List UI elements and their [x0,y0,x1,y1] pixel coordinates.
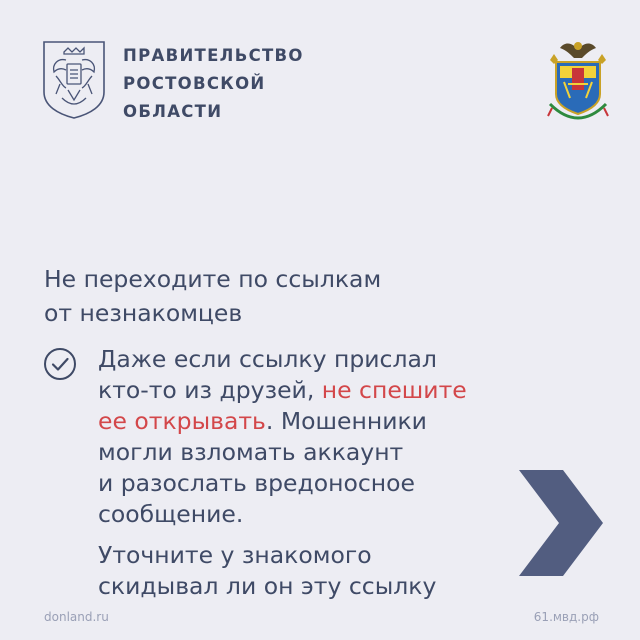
government-name [123,42,304,126]
headline-line-2: от незнакомцев [44,299,243,327]
p1-line-1: Даже если ссылку прислал [98,345,437,373]
chevron-right-icon[interactable] [519,470,603,576]
paragraph-1 [98,344,467,530]
p1-line-2-text: кто-то из друзей, [98,376,322,404]
header [42,40,304,126]
body-text [98,344,467,602]
p1-line-5: и разослать вредоносное [98,469,415,497]
p1-line-4: могли взломать аккаунт [98,438,404,466]
gov-name-line-3: ОБЛАСТИ [123,102,223,121]
gov-name-line-1: ПРАВИТЕЛЬСТВО [123,46,304,65]
p2-line-2: скидывал ли он эту ссылку [98,572,437,600]
gov-name-line-2: РОСТОВСКОЙ [123,74,266,93]
p2-line-1: Уточните у знакомого [98,541,372,569]
accent-text-2: ее открывать [98,407,266,435]
checkmark-circle-icon [43,347,77,381]
headline [44,262,381,330]
police-emblem-icon [546,38,610,122]
p1-line-3-text: . Мошенники [265,407,427,435]
coat-of-arms-icon [42,40,106,120]
p1-line-2 [98,375,467,406]
headline-line-1: Не переходите по ссылкам [44,265,382,293]
footer-site[interactable]: donland.ru [44,610,109,624]
paragraph-2 [98,540,467,602]
footer-mvd-site[interactable]: 61.мвд.рф [533,610,599,624]
p1-line-3 [98,406,467,437]
p1-line-6: сообщение. [98,500,244,528]
accent-text: не спешите [321,376,467,404]
